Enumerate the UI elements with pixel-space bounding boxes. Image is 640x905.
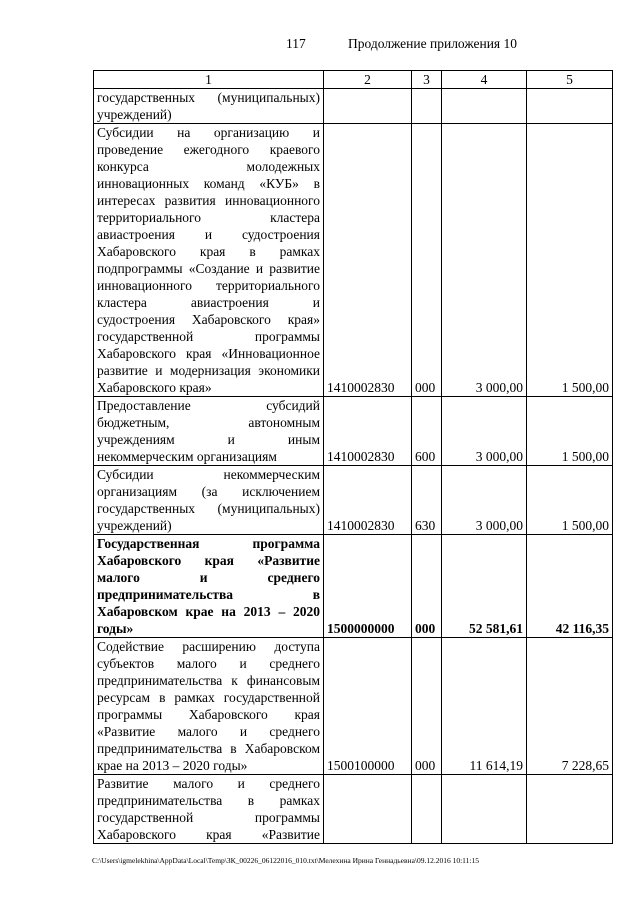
row-sum-1 [442,775,527,844]
row-code [324,89,412,124]
row-name: Субсидии некоммерческим организациям (за исключением государственных (муниципальных) учреждений) [94,466,324,535]
row-vr [412,775,442,844]
column-header-3: 3 [412,71,442,89]
table-row [94,124,613,397]
row-vr [412,89,442,124]
column-header-4: 4 [442,71,527,89]
row-code: 1410002830 [324,466,412,535]
row-sum-1: 3 000,00 [442,124,527,397]
row-sum-2 [527,775,613,844]
row-vr: 600 [412,397,442,466]
row-vr: 630 [412,466,442,535]
row-vr: 000 [412,124,442,397]
row-name: Развитие малого и среднего предпринимательства в рамках государственной программы Хабаровского края «Развитие [94,775,324,844]
table-row [94,466,613,535]
continuation-title: Продолжение приложения 10 [348,36,518,51]
row-code: 1500100000 [324,638,412,775]
page-number: 117 [286,36,306,51]
row-sum-2: 1 500,00 [527,124,613,397]
table-header-row [94,71,613,89]
footer-file-path: C:\Users\igmelekhina\AppData\Local\Temp\ЗК_00226_06122016_010.txt\Мелехина Ирина Геннадьевна\09.12.2016 10:11:15 [92,856,479,865]
row-name: государственных (муниципальных) учреждений) [94,89,324,124]
row-name: Содействие расширению доступа субъектов малого и среднего предпринимательства к финансовым ресурсам в рамках государственной программы Хабаровского края «Развитие малого и среднего предпринимательства в Хабаровском крае на 2013 – 2020 годы» [94,638,324,775]
row-vr: 000 [412,535,442,638]
page-header [0,36,640,56]
column-header-1: 1 [94,71,324,89]
column-header-5: 5 [527,71,613,89]
row-sum-2 [527,89,613,124]
row-sum-1: 52 581,61 [442,535,527,638]
row-sum-1 [442,89,527,124]
table-row [94,397,613,466]
table-row [94,775,613,844]
row-sum-1: 3 000,00 [442,466,527,535]
row-sum-1: 11 614,19 [442,638,527,775]
row-sum-2: 1 500,00 [527,397,613,466]
row-code [324,775,412,844]
row-code: 1410002830 [324,124,412,397]
row-name: Государственная программа Хабаровского края «Развитие малого и среднего предпринимательства в Хабаровском крае на 2013 – 2020 годы» [94,535,324,638]
table-row [94,535,613,638]
row-sum-2: 42 116,35 [527,535,613,638]
row-sum-2: 1 500,00 [527,466,613,535]
row-name: Предоставление субсидий бюджетным, автономным учреждениям и иным некоммерческим организациям [94,397,324,466]
table-row [94,638,613,775]
table-row [94,89,613,124]
row-sum-2: 7 228,65 [527,638,613,775]
row-code: 1500000000 [324,535,412,638]
column-header-2: 2 [324,71,412,89]
row-name: Субсидии на организацию и проведение ежегодного краевого конкурса молодежных инновационных команд «КУБ» в интересах развития инновационного территориального кластера авиастроения и судостроения Хабаровского края в рамках подпрограммы «Создание и развитие инновационного территориального кластера авиастроения и судостроения Хабаровского края» государственной программы Хабаровского края «Инновационное развитие и модернизация экономики Хабаровского края» [94,124,324,397]
row-code: 1410002830 [324,397,412,466]
row-vr: 000 [412,638,442,775]
budget-table [93,70,613,844]
row-sum-1: 3 000,00 [442,397,527,466]
